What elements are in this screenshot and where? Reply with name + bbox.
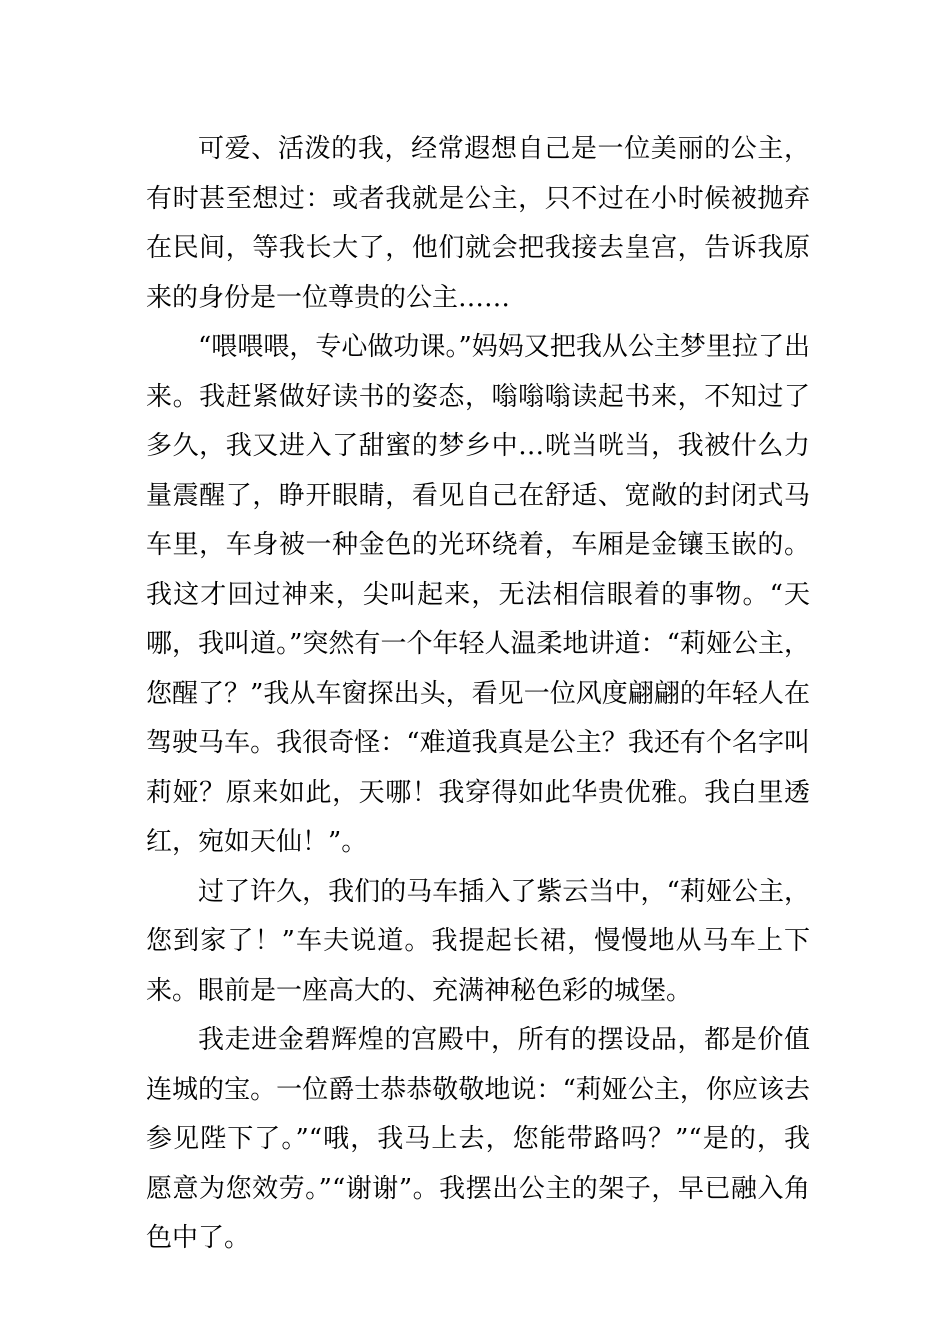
paragraph-2: “喂喂喂，专心做功课。”妈妈又把我从公主梦里拉了出来。我赶紧做好读书的姿态，嗡嗡嗡读起书来，不知过了多久，我又进入了甜蜜的梦乡中…咣当咣当，我被什么力量震醒了，睁开眼睛，看见自己在舒适、宽敞的封闭式马车里，车身被一种金色的光环绕着，车厢是金镶玉嵌的。我这才回过神来，尖叫起来，无法相信眼着的事物。“天哪，我叫道。”突然有一个年轻人温柔地讲道：“莉娅公主，您醒了？”我从车窗探出头，看见一位风度翩翩的年轻人在驾驶马车。我很奇怪：“难道我真是公主？我还有个名字叫莉娅？原来如此，天哪！我穿得如此华贵优雅。我白里透红，宛如天仙！”。 xyxy=(146,332,810,857)
paragraph-1: 可爱、活泼的我，经常遐想自己是一位美丽的公主，有时甚至想过：或者我就是公主，只不过在小时候被抛弃在民间，等我长大了，他们就会把我接去皇宫，告诉我原来的身份是一位尊贵的公主…… xyxy=(146,134,810,313)
paragraph-3: 过了许久，我们的马车插入了紫云当中，“莉娅公主，您到家了！”车夫说道。我提起长裙，慢慢地从马车上下来。眼前是一座高大的、充满神秘色彩的城堡。 xyxy=(146,876,810,1006)
essay-body xyxy=(146,125,810,1264)
paragraph-4: 我走进金碧辉煌的宫殿中，所有的摆设品，都是价值连城的宝。一位爵士恭恭敬敬地说：“莉娅公主，你应该去参见陛下了。”“哦，我马上去，您能带路吗？”“是的，我愿意为您效劳。”“谢谢”。我摆出公主的架子，早已融入角色中了。 xyxy=(146,1025,810,1253)
